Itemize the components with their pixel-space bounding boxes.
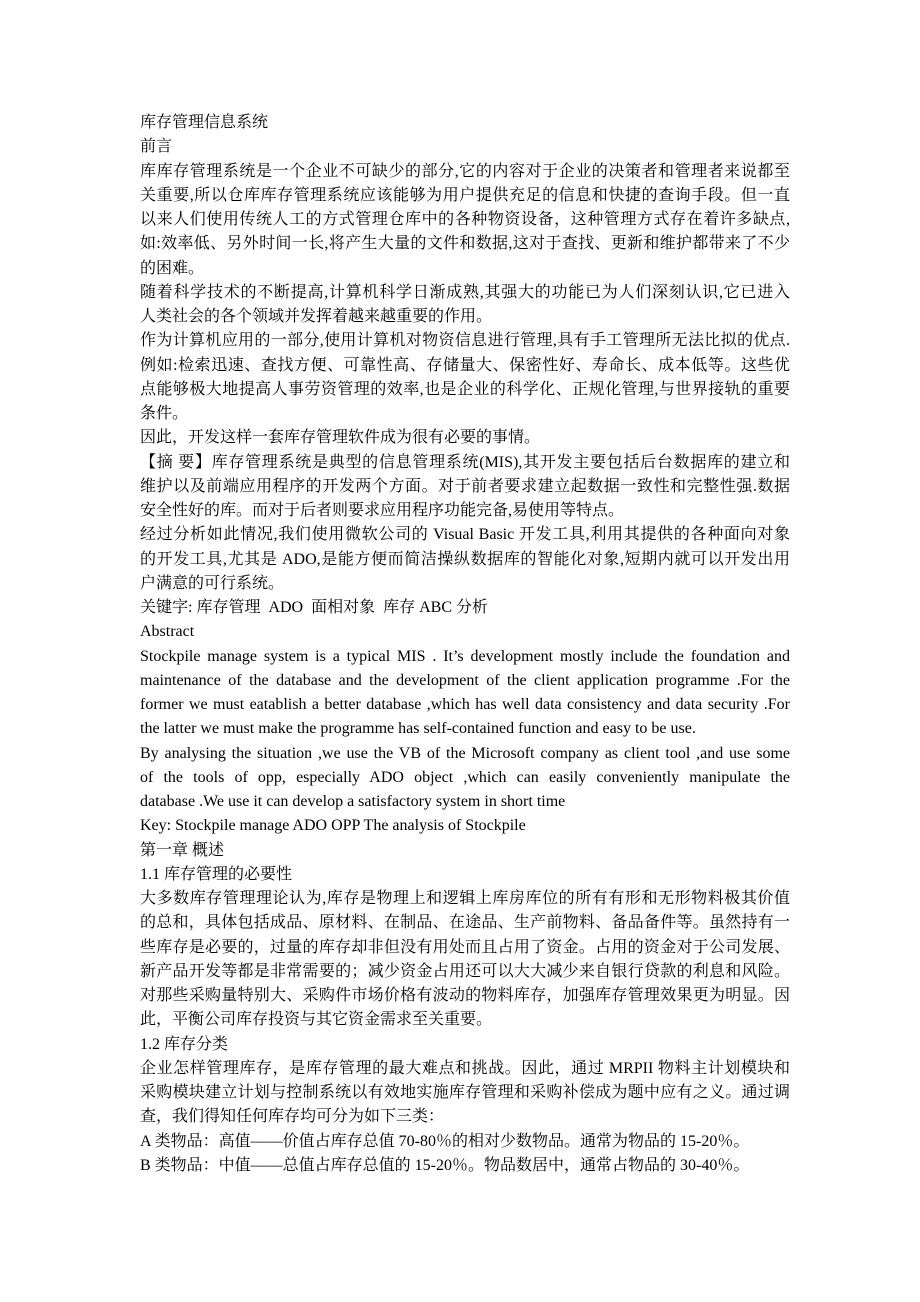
text-line: database .We use it can develop a satisfactory system in short time (140, 793, 566, 810)
section-heading-line: 1.1 库存管理的必要性 (140, 865, 293, 883)
text-line: 例如:检索迅速、查找方便、可靠性高、存储量大、保密性好、寿命长、成本低等。这些优 (140, 356, 790, 374)
abstract-cn-line: 【摘 要】库存管理系统是典型的信息管理系统(MIS),其开发主要包括后台数据库的建立和 (140, 453, 790, 471)
section-heading-line: 1.2 库存分类 (140, 1035, 229, 1053)
text-line: 经过分析如此情况,我们使用微软公司的 Visual Basic 开发工具,利用其提供的各种面向对象 (140, 526, 790, 544)
text-line: 的开发工具,尤其是 ADO,是能方便而简洁操纵数据库的智能化对象,短期内就可以开发出用 (140, 550, 790, 568)
text-line: 查，我们得知任何库存均可分为如下三类： (140, 1108, 445, 1126)
text-line: 随着科学技术的不断提高,计算机科学日渐成熟,其强大的功能已为人们深刻认识,它已进入 (140, 283, 790, 301)
text-line: 新产品开发等都是非常需要的；减少资金占用还可以大大减少来自银行贷款的利息和风险。 (140, 962, 790, 980)
text-line: 企业怎样管理库存，是库存管理的最大难点和挑战。因此，通过 MRPII 物料主计划模块和 (140, 1059, 790, 1077)
text-line: By analysing the situation ,we use the VB of the Microsoft company as client tool ,and use some (140, 744, 790, 762)
text-line: 安全性好的库。而对于后者则要求应用程序功能完备,易使用等特点。 (140, 502, 625, 519)
text-line: 些库存是必要的，过量的库存却非但没有用处而且占用了资金。占用的资金对于公司发展、 (140, 938, 790, 956)
section-heading-line: 前言 (140, 138, 173, 156)
text-line: 因此，开发这样一套库存管理软件成为很有必要的事情。 (140, 429, 541, 447)
text-line: Stockpile manage system is a typical MIS . It’s development mostly include the foundation and (140, 647, 790, 665)
text-line: 库库存管理系统是一个企业不可缺少的部分,它的内容对于企业的决策者和管理者来说都至 (140, 162, 790, 180)
text-line: 户满意的可行系统。 (140, 574, 285, 592)
doc-title-line: 库存管理信息系统 (140, 114, 269, 131)
abstract-en-heading: Abstract (140, 623, 195, 641)
text-line: 点能够极大地提高人事劳资管理的效率,也是企业的科学化、正规化管理,与世界接轨的重要 (140, 380, 790, 398)
text-line: 以来人们使用传统人工的方式管理仓库中的各种物资设备，这种管理方式存在着许多缺点, (140, 211, 790, 228)
text-line: 对那些采购量特别大、采购件市场价格有波动的物料库存，加强库存管理效果更为明显。因 (140, 987, 790, 1004)
keywords-en-line: Key: Stockpile manage ADO OPP The analysis of Stockpile (140, 817, 526, 835)
keywords-cn-line: 关键字: 库存管理 ADO 面相对象 库存 ABC 分析 (140, 599, 489, 616)
text-line: the latter we must make the programme has self-contained function and easy to be use. (140, 720, 696, 738)
list-item-a-line: A 类物品：高值——价值占库存总值 70-80％的相对少数物品。通常为物品的 15-20％。 (140, 1132, 750, 1150)
text-line: former we must eatablish a better database ,which has well data consistency and data security .For (140, 696, 790, 713)
text-line: 条件。 (140, 405, 189, 422)
text-line: 关重要,所以仓库库存管理系统应该能够为用户提供充足的信息和快捷的查询手段。但一直 (140, 186, 790, 204)
list-item-b-line: B 类物品：中值——总值占库存总值的 15-20％。物品数居中，通常占物品的 30-40％。 (140, 1156, 750, 1174)
text-line: 作为计算机应用的一部分,使用计算机对物资信息进行管理,具有手工管理所无法比拟的优点. (140, 332, 790, 350)
document-body (140, 111, 790, 1178)
chapter-heading-line: 第一章 概述 (140, 841, 225, 859)
text-line: 人类社会的各个领域并发挥着越来越重要的作用。 (140, 308, 493, 325)
text-line: maintenance of the database and the development of the client application programme .For the (140, 671, 790, 689)
text-line: 维护以及前端应用程序的开发两个方面。对于前者要求建立起数据一致性和完整性强.数据 (140, 477, 790, 495)
text-line: of the tools of opp, especially ADO object ,which can easily conveniently manipulate the (140, 768, 790, 786)
text-line: 的总和，具体包括成品、原材料、在制品、在途品、生产前物料、备品备件等。虽然持有一 (140, 914, 790, 932)
text-line: 此，平衡公司库存投资与其它资金需求至关重要。 (140, 1011, 493, 1029)
text-line: 的困难。 (140, 259, 205, 277)
text-line: 大多数库存管理理论认为,库存是物理上和逻辑上库房库位的所有有形和无形物料极其价值 (140, 890, 790, 907)
text-line: 采购模块建立计划与控制系统以有效地实施库存管理和采购补偿成为题中应有之义。通过调 (140, 1084, 790, 1101)
text-line: 如:效率低、另外时间一长,将产生大量的文件和数据,这对于查找、更新和维护都带来了不少 (140, 235, 790, 253)
